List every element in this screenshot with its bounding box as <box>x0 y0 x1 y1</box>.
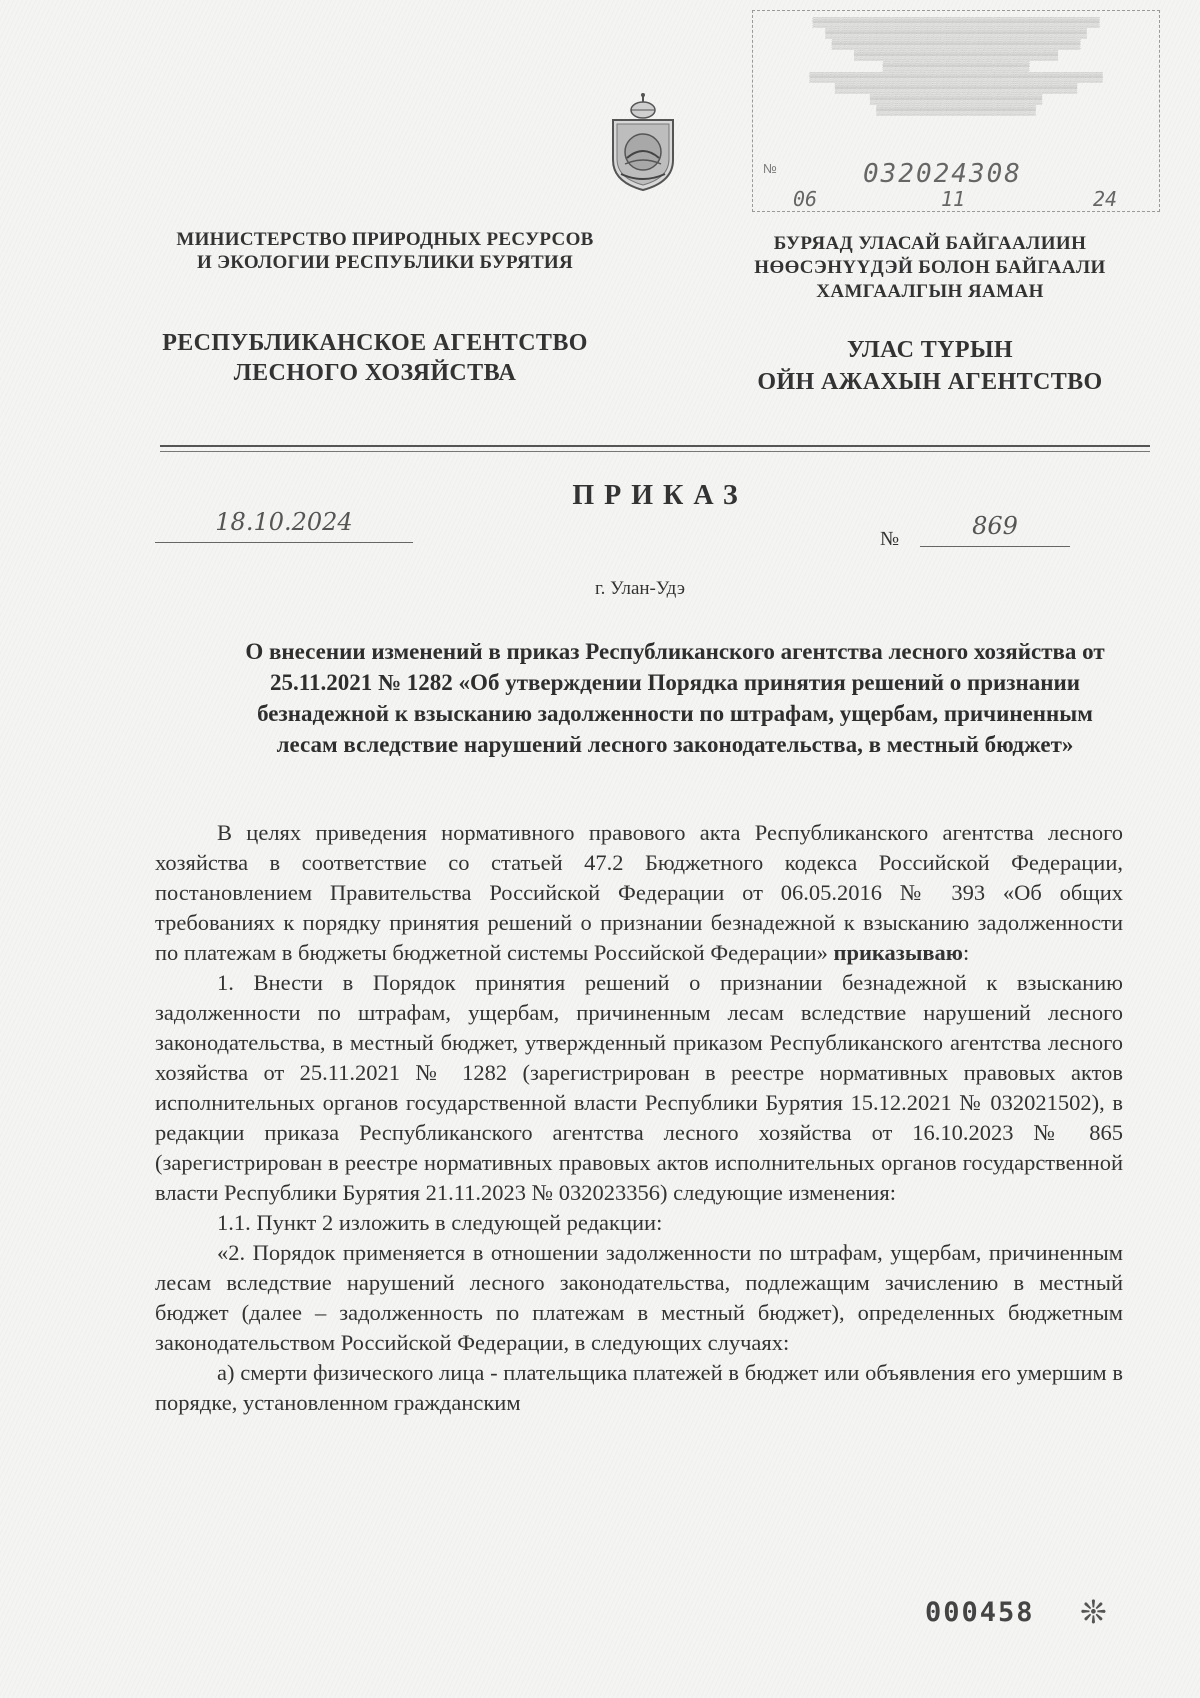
paragraph-1: 1. Внести в Порядок принятия решений о признании безнадежной к взысканию задолженности по штрафам, ущербам, причиненным лесам вследствие нарушений лесного законодательства, в местный бюджет, утвержденный приказом Республиканского агентства лесного хозяйства от 25.11.2021 № 1282 (зарегистрирован в реестре нормативных правовых актов исполнительных органов государственной власти Республики Бурятия 15.12.2021 № 032021502), в редакции приказа Республиканского агентства лесного хозяйства от 16.10.2023 № 865 (зарегистрирован в реестре нормативных правовых актов исполнительных органов государственной власти Республики Бурятия 21.11.2023 № 032023356) следующие изменения: <box>155 970 1123 1205</box>
header-line: РЕСПУБЛИКАНСКОЕ АГЕНТСТВО <box>162 330 588 356</box>
stamp-registration-number: 032024308 <box>863 159 1022 189</box>
stamp-date-month: 11 <box>941 187 966 211</box>
preamble-colon: : <box>963 940 970 965</box>
header-line: И ЭКОЛОГИИ РЕСПУБЛИКИ БУРЯТИЯ <box>196 252 574 273</box>
preamble-order-word: приказываю <box>833 940 964 965</box>
preamble-paragraph <box>155 818 1123 968</box>
header-divider-thick <box>160 445 1150 447</box>
paragraph-2-quoted: «2. Порядок применяется в отношении задолженности по штрафам, ущербам, причиненным лесам вследствие нарушений лесного законодательства, подлежащим зачислению в местный бюджет (далее – задолженность по платежам в местный бюджет), определенных бюджетным законодательством Российской Федерации, в следующих случаях: <box>155 1240 1123 1355</box>
header-ministry-ru <box>150 228 620 274</box>
preamble-text: В целях приведения нормативного правового акта Республиканского агентства лесного хозяйства в соответствие со статьей 47.2 Бюджетного кодекса Российской Федерации, постановлением Правительства Российской Федерации от 06.05.2016 № 393 «Об общих требованиях к порядку принятия решений о признании безнадежной к взысканию задолженности по платежам в бюджеты бюджетной системы Российской Федерации» <box>155 820 1123 965</box>
order-date-handwritten: 18.10.2024 <box>155 508 413 543</box>
paragraph-a: а) смерти физического лица - плательщика платежей в бюджет или объявления его умершим в порядке, установленном гражданским <box>155 1360 1123 1415</box>
stamp-date-day: 06 <box>793 187 818 211</box>
document-title: О внесении изменений в приказ Республиканского агентства лесного хозяйства от 25.11.2021 № 1282 «Об утверждении Порядка принятия решений о признании безнадежной к взысканию задолженности по штрафам, ущербам, причиненным лесам вследствие нарушений лесного законодательства, в местный бюджет» <box>245 639 1105 757</box>
header-line: ХАМГААЛГЫН ЯАМАН <box>816 281 1044 302</box>
header-line: ОЙН АЖАХЫН АГЕНТСТВО <box>757 369 1103 395</box>
header-ministry-bua <box>740 232 1120 304</box>
header-divider-thin <box>160 451 1150 452</box>
header-line: ЛЕСНОГО ХОЗЯЙСТВА <box>233 360 517 386</box>
page-serial-number: 000458 <box>925 1597 1035 1628</box>
header-agency-ru <box>150 328 600 388</box>
header-line: НӨӨСЭНҮҮДЭЙ БОЛОН БАЙГААЛИ <box>754 257 1106 278</box>
order-city: г. Улан-Удэ <box>595 578 685 599</box>
stamp-number-label: № <box>763 161 777 176</box>
stamp-faded-text: ▒▒▒▒▒▒▒▒▒▒▒▒▒▒▒▒▒▒▒▒▒▒▒▒▒▒▒▒▒▒▒▒▒▒▒▒▒▒▒▒▒▒▒▒▒ ▒▒▒▒▒▒▒▒▒▒▒▒▒▒▒▒▒▒▒▒▒▒▒▒▒▒▒▒▒▒▒▒▒▒▒▒▒▒▒▒▒ ▒▒▒▒▒▒▒▒▒▒▒▒▒▒▒▒▒▒▒▒▒▒▒▒▒▒▒▒▒▒▒▒▒▒▒▒▒▒▒ ▒▒▒▒▒▒▒▒▒▒▒▒▒▒▒▒▒▒▒▒▒▒▒▒▒▒▒▒▒▒▒▒ ▒▒▒▒▒▒▒▒▒▒▒▒▒▒▒▒▒▒▒▒▒▒▒ ▒▒▒▒▒▒▒▒▒▒▒▒▒▒▒▒▒▒▒▒▒▒▒▒▒▒▒▒▒▒▒▒▒▒▒▒▒▒▒▒▒▒▒▒▒▒ ▒▒▒▒▒▒▒▒▒▒▒▒▒▒▒▒▒▒▒▒▒▒▒▒▒▒▒▒▒▒▒▒▒▒▒▒▒▒ ▒▒▒▒▒▒▒▒▒▒▒▒▒▒▒▒▒▒▒▒▒▒▒▒▒▒▒ ▒▒▒▒▒▒▒▒▒▒▒▒▒▒▒▒▒▒▒▒▒▒▒▒▒ <box>809 17 1103 115</box>
header-line: УЛАС ТҮРЫН <box>846 337 1014 363</box>
footer-asterisk-mark: ❊ <box>1080 1593 1107 1631</box>
document-body <box>155 818 1123 1418</box>
order-number-label: № <box>880 528 900 550</box>
registration-stamp <box>752 10 1160 212</box>
header-line: МИНИСТЕРСТВО ПРИРОДНЫХ РЕСУРСОВ <box>176 229 594 250</box>
order-title: ПРИКАЗ <box>572 480 748 511</box>
order-number-handwritten: 869 <box>920 512 1070 547</box>
header-agency-bua <box>740 334 1120 398</box>
paragraph-1-1: 1.1. Пункт 2 изложить в следующей редакции: <box>217 1210 663 1235</box>
coat-of-arms-emblem <box>607 92 679 192</box>
stamp-date-year: 24 <box>1093 187 1118 211</box>
header-line: БУРЯАД УЛАСАЙ БАЙГААЛИИН <box>773 233 1087 254</box>
